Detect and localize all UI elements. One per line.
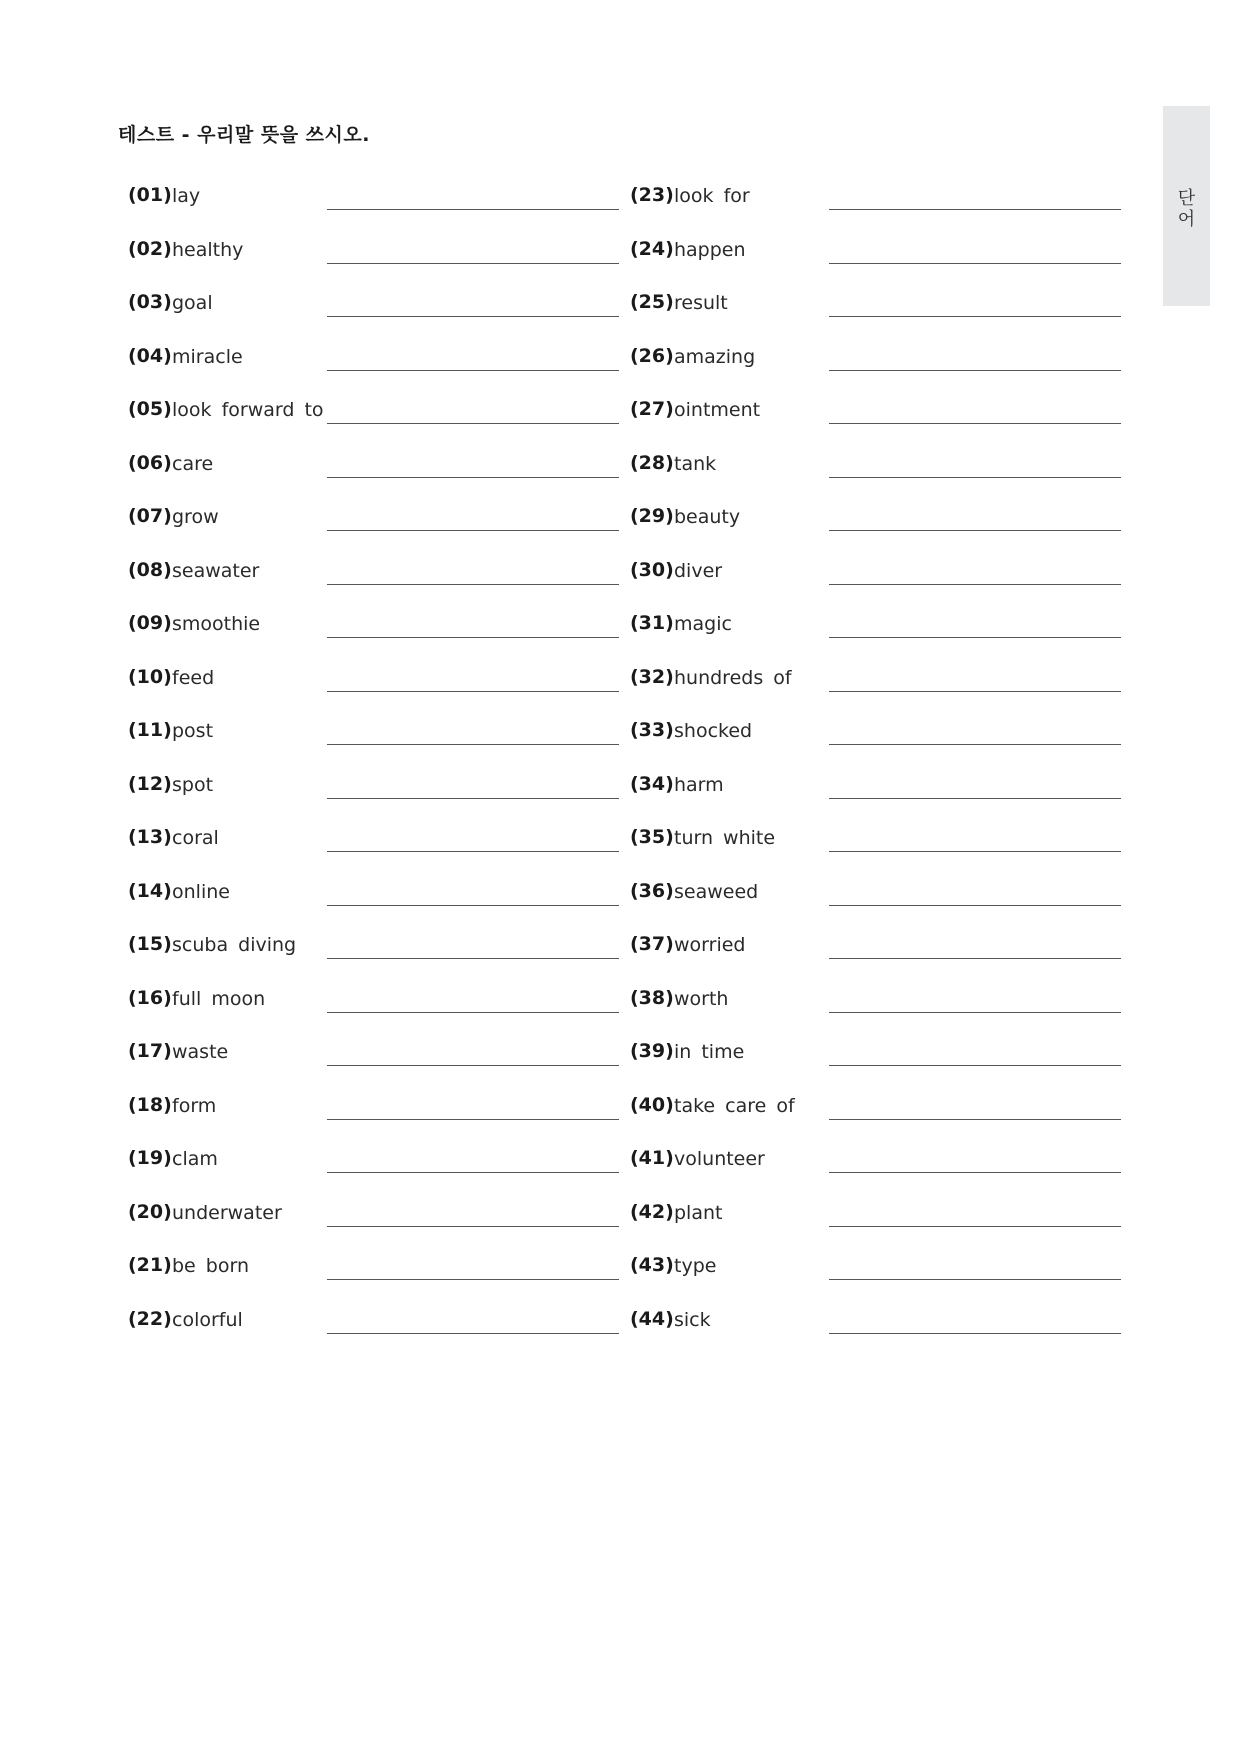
item-number: (32) xyxy=(630,665,674,688)
vocab-item xyxy=(128,1090,622,1144)
vocab-item xyxy=(630,1304,1124,1358)
answer-line[interactable] xyxy=(327,1065,619,1066)
item-word: worth xyxy=(674,987,729,1010)
vocab-item xyxy=(128,769,622,823)
vocab-item xyxy=(128,501,622,555)
item-number: (42) xyxy=(630,1200,674,1223)
vocab-item xyxy=(128,341,622,395)
vocab-item xyxy=(630,1036,1124,1090)
vocab-item xyxy=(630,448,1124,502)
answer-line[interactable] xyxy=(829,423,1121,424)
item-word: ointment xyxy=(674,399,761,421)
item-word: seaweed xyxy=(674,880,759,903)
item-word: smoothie xyxy=(172,613,261,635)
answer-line[interactable] xyxy=(829,1226,1121,1227)
vocab-item xyxy=(630,769,1124,823)
item-word: look for xyxy=(674,185,750,207)
vocab-item xyxy=(128,876,622,930)
vocab-item xyxy=(128,394,622,448)
answer-line[interactable] xyxy=(829,851,1121,852)
item-number: (27) xyxy=(630,398,674,420)
item-word: shocked xyxy=(674,720,753,742)
item-word: full moon xyxy=(172,987,266,1010)
right-column xyxy=(630,180,1124,1357)
item-word: clam xyxy=(172,1148,218,1170)
vocab-item xyxy=(128,180,622,234)
answer-line[interactable] xyxy=(327,1119,619,1120)
vocab-item xyxy=(630,983,1124,1037)
item-number: (43) xyxy=(630,1254,674,1276)
side-tab-label: 단어 xyxy=(1177,188,1196,230)
answer-line[interactable] xyxy=(829,316,1121,317)
item-word: miracle xyxy=(172,345,243,368)
item-word: form xyxy=(172,1094,217,1117)
vocab-item xyxy=(128,608,622,662)
item-word: care xyxy=(172,452,214,475)
item-number: (06) xyxy=(128,451,172,474)
vocab-item xyxy=(630,1143,1124,1197)
item-number: (25) xyxy=(630,291,674,313)
item-word: coral xyxy=(172,827,219,849)
answer-line[interactable] xyxy=(327,744,619,745)
item-number: (14) xyxy=(128,879,172,902)
item-word: spot xyxy=(172,773,214,796)
item-word: waste xyxy=(172,1041,229,1063)
answer-line[interactable] xyxy=(327,1333,619,1334)
item-number: (40) xyxy=(630,1093,674,1116)
item-word: colorful xyxy=(172,1308,243,1331)
answer-line[interactable] xyxy=(327,209,619,210)
item-word: harm xyxy=(674,773,724,796)
item-word: feed xyxy=(172,666,215,689)
answer-line[interactable] xyxy=(829,798,1121,799)
item-word: be born xyxy=(172,1255,249,1277)
vocab-item xyxy=(128,715,622,769)
item-word: type xyxy=(674,1255,717,1277)
item-word: take care of xyxy=(674,1094,795,1117)
answer-line[interactable] xyxy=(829,1172,1121,1173)
vocab-item xyxy=(630,287,1124,341)
item-number: (44) xyxy=(630,1307,674,1330)
item-word: online xyxy=(172,880,230,903)
answer-line[interactable] xyxy=(829,209,1121,210)
answer-line[interactable] xyxy=(829,584,1121,585)
item-number: (05) xyxy=(128,398,172,420)
item-number: (19) xyxy=(128,1147,172,1169)
item-word: amazing xyxy=(674,345,756,368)
answer-line[interactable] xyxy=(829,905,1121,906)
item-number: (08) xyxy=(128,558,172,581)
item-word: lay xyxy=(172,185,201,207)
item-word: grow xyxy=(172,506,219,528)
item-number: (34) xyxy=(630,772,674,795)
answer-line[interactable] xyxy=(327,477,619,478)
item-number: (13) xyxy=(128,826,172,848)
item-number: (17) xyxy=(128,1040,172,1062)
vocab-item xyxy=(128,448,622,502)
item-word: result xyxy=(674,292,728,314)
item-word: in time xyxy=(674,1041,745,1063)
answer-line[interactable] xyxy=(327,798,619,799)
vocab-item xyxy=(128,287,622,341)
answer-line[interactable] xyxy=(829,744,1121,745)
answer-line[interactable] xyxy=(829,1012,1121,1013)
answer-line[interactable] xyxy=(829,477,1121,478)
answer-line[interactable] xyxy=(327,584,619,585)
answer-line[interactable] xyxy=(327,423,619,424)
answer-line[interactable] xyxy=(829,1119,1121,1120)
answer-line[interactable] xyxy=(829,691,1121,692)
item-number: (33) xyxy=(630,719,674,741)
vocab-item xyxy=(630,1090,1124,1144)
vocab-item xyxy=(630,822,1124,876)
vocab-item xyxy=(128,555,622,609)
answer-line[interactable] xyxy=(327,1172,619,1173)
answer-line[interactable] xyxy=(829,1333,1121,1334)
item-number: (10) xyxy=(128,665,172,688)
answer-line[interactable] xyxy=(327,637,619,638)
item-number: (24) xyxy=(630,237,674,260)
item-word: hundreds of xyxy=(674,666,792,689)
item-word: diver xyxy=(674,559,723,582)
item-number: (03) xyxy=(128,291,172,313)
item-number: (18) xyxy=(128,1093,172,1116)
answer-line[interactable] xyxy=(327,851,619,852)
item-word: turn white xyxy=(674,827,776,849)
vocab-item xyxy=(630,501,1124,555)
answer-line[interactable] xyxy=(327,316,619,317)
item-word: happen xyxy=(674,238,746,261)
item-word: sick xyxy=(674,1308,711,1331)
vocab-item xyxy=(630,341,1124,395)
answer-line[interactable] xyxy=(829,1279,1121,1280)
item-word: beauty xyxy=(674,506,741,528)
item-number: (20) xyxy=(128,1200,172,1223)
item-word: underwater xyxy=(172,1201,282,1224)
item-number: (07) xyxy=(128,505,172,527)
answer-line[interactable] xyxy=(829,370,1121,371)
answer-line[interactable] xyxy=(327,905,619,906)
vocab-item xyxy=(630,876,1124,930)
item-number: (28) xyxy=(630,451,674,474)
item-number: (41) xyxy=(630,1147,674,1169)
vocab-item xyxy=(630,1250,1124,1304)
left-column xyxy=(128,180,622,1357)
item-number: (12) xyxy=(128,772,172,795)
item-word: worried xyxy=(674,934,746,956)
item-number: (11) xyxy=(128,719,172,741)
answer-line[interactable] xyxy=(327,958,619,959)
item-number: (30) xyxy=(630,558,674,581)
answer-line[interactable] xyxy=(327,370,619,371)
item-word: goal xyxy=(172,292,213,314)
item-number: (22) xyxy=(128,1307,172,1330)
item-word: plant xyxy=(674,1201,723,1224)
item-word: post xyxy=(172,720,214,742)
vocab-item xyxy=(630,1197,1124,1251)
vocab-item xyxy=(630,608,1124,662)
answer-line[interactable] xyxy=(829,958,1121,959)
vocab-item xyxy=(128,1197,622,1251)
item-number: (26) xyxy=(630,344,674,367)
vocab-item xyxy=(128,1304,622,1358)
item-word: tank xyxy=(674,452,717,475)
answer-line[interactable] xyxy=(829,637,1121,638)
page-title: 테스트 - 우리말 뜻을 쓰시오. xyxy=(118,124,370,146)
item-word: magic xyxy=(674,613,732,635)
item-number: (36) xyxy=(630,879,674,902)
answer-line[interactable] xyxy=(327,1012,619,1013)
item-number: (04) xyxy=(128,344,172,367)
item-number: (38) xyxy=(630,986,674,1009)
vocab-item xyxy=(128,983,622,1037)
answer-line[interactable] xyxy=(327,691,619,692)
answer-line[interactable] xyxy=(327,530,619,531)
answer-line[interactable] xyxy=(327,1226,619,1227)
item-number: (31) xyxy=(630,612,674,634)
vocab-item xyxy=(128,1143,622,1197)
vocab-item xyxy=(630,234,1124,288)
vocab-item xyxy=(630,715,1124,769)
item-number: (23) xyxy=(630,184,674,206)
vocab-item xyxy=(630,394,1124,448)
vocab-item xyxy=(128,929,622,983)
item-number: (29) xyxy=(630,505,674,527)
vocab-item xyxy=(128,1250,622,1304)
vocab-item xyxy=(128,822,622,876)
item-number: (01) xyxy=(128,184,172,206)
vocab-item xyxy=(630,555,1124,609)
vocab-item xyxy=(128,1036,622,1090)
item-word: volunteer xyxy=(674,1148,765,1170)
side-tab xyxy=(1163,106,1210,306)
item-word: look forward to xyxy=(172,399,324,421)
item-number: (37) xyxy=(630,933,674,955)
item-number: (35) xyxy=(630,826,674,848)
item-word: healthy xyxy=(172,238,244,261)
item-number: (15) xyxy=(128,933,172,955)
vocab-item xyxy=(128,234,622,288)
vocab-item xyxy=(128,662,622,716)
vocab-item xyxy=(630,929,1124,983)
item-number: (16) xyxy=(128,986,172,1009)
item-word: scuba diving xyxy=(172,934,297,956)
answer-line[interactable] xyxy=(829,530,1121,531)
item-number: (39) xyxy=(630,1040,674,1062)
item-word: seawater xyxy=(172,559,260,582)
answer-line[interactable] xyxy=(327,263,619,264)
item-number: (21) xyxy=(128,1254,172,1276)
vocab-item xyxy=(630,662,1124,716)
answer-line[interactable] xyxy=(829,1065,1121,1066)
answer-line[interactable] xyxy=(327,1279,619,1280)
vocab-item xyxy=(630,180,1124,234)
item-number: (09) xyxy=(128,612,172,634)
item-number: (02) xyxy=(128,237,172,260)
answer-line[interactable] xyxy=(829,263,1121,264)
